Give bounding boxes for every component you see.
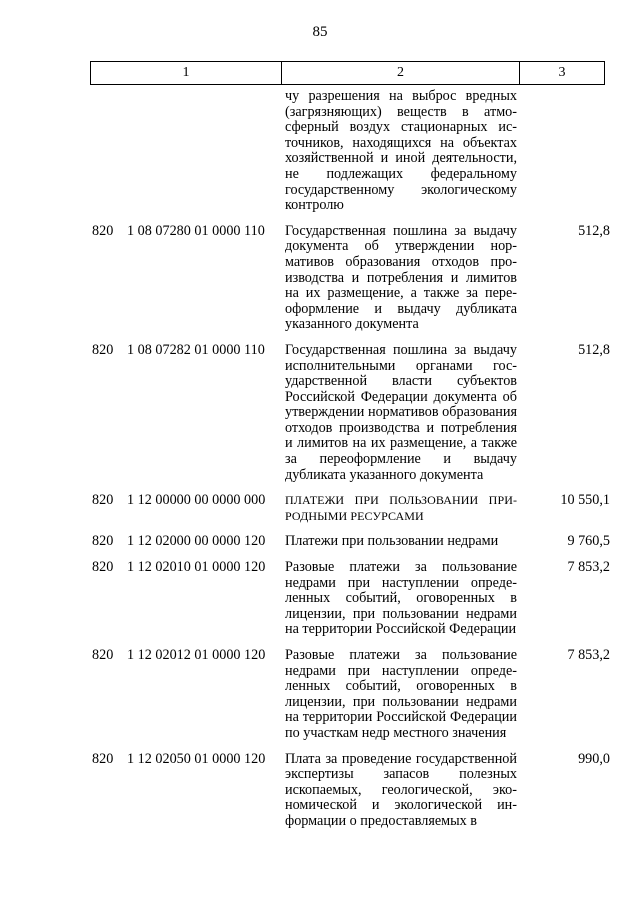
table-row (0, 534, 640, 550)
header-col-2: 2 (282, 62, 520, 84)
table-row (0, 89, 640, 214)
row-description: Платежи при пользовании недрами (285, 533, 499, 550)
table-row (0, 493, 640, 524)
row-amount: 512,8 (578, 222, 610, 239)
row-amount: 10 550,1 (560, 492, 610, 509)
row-description: Разовые платежи за пользование недрами при наступлении определенных событий, оговоренных в лицензии, при пользовании недрами на территории Российской Федерации по участкам недр местного значения (285, 647, 517, 741)
row-description: ПЛАТЕЖИ ПРИ ПОЛЬЗОВАНИИ ПРИРОДНЫМИ РЕСУРСАМИ (285, 493, 517, 523)
row-description: Разовые платежи за пользование недрами при наступлении определенных событий, оговоренных в лицензии, при пользовании недрами на территории Российской Федерации (285, 559, 517, 638)
admin-code: 820 (92, 341, 114, 358)
table-row (0, 560, 640, 638)
admin-code: 820 (92, 222, 114, 239)
row-description: Государственная пошлина за выдачу документа об утверждении нормативов образования отходов производства и потребления и лимитов на их размещение, а также за переоформление и выдачу дубликата указанного документа (285, 222, 517, 333)
budget-code: 1 12 02000 00 0000 120 (127, 533, 266, 550)
row-amount: 512,8 (578, 341, 610, 358)
budget-code: 1 08 07280 01 0000 110 (127, 222, 265, 239)
admin-code: 820 (92, 533, 114, 550)
table-header (90, 61, 605, 85)
header-col-3: 3 (558, 65, 566, 80)
budget-code: 1 08 07282 01 0000 110 (127, 341, 265, 358)
budget-code: 1 12 02012 01 0000 120 (127, 647, 266, 663)
table-row (0, 224, 640, 333)
row-amount: 7 853,2 (567, 647, 610, 663)
table-row (0, 343, 640, 483)
row-amount: 9 760,5 (567, 533, 610, 550)
row-amount: 990,0 (578, 750, 610, 767)
admin-code: 820 (92, 559, 114, 576)
budget-code: 1 12 00000 00 0000 000 (127, 492, 266, 509)
row-description: Государственная пошлина за выдачу исполнительными органами государственной власти субъектов Российской Федерации документа об утверждении нормативов образования отходов производства и потребления и лимитов на их размещение, а также за переоформление и выдачу дубликата указанного документа (285, 341, 517, 483)
budget-code: 1 12 02050 01 0000 120 (127, 750, 266, 767)
table-row (0, 648, 640, 742)
row-amount: 7 853,2 (567, 559, 610, 576)
admin-code: 820 (92, 492, 114, 509)
row-description: Плата за проведение государственной экспертизы запасов полезных ископаемых, геологической, экономической и экологической информации о предоставляемых в (285, 750, 517, 829)
admin-code: 820 (92, 750, 114, 767)
admin-code: 820 (92, 647, 114, 663)
table-body (0, 89, 640, 830)
table-row (0, 752, 640, 830)
page-number: 85 (312, 24, 328, 40)
row-description: чу разрешения на выброс вредных (загрязняющих) веществ в атмосферный воздух стационарных источников, находящихся на объектах хозяйственной и иной деятельности, не подлежащих федеральному государственному экологическому контролю (285, 88, 517, 214)
header-col-1: 1 (91, 62, 282, 84)
budget-code: 1 12 02010 01 0000 120 (127, 559, 266, 576)
